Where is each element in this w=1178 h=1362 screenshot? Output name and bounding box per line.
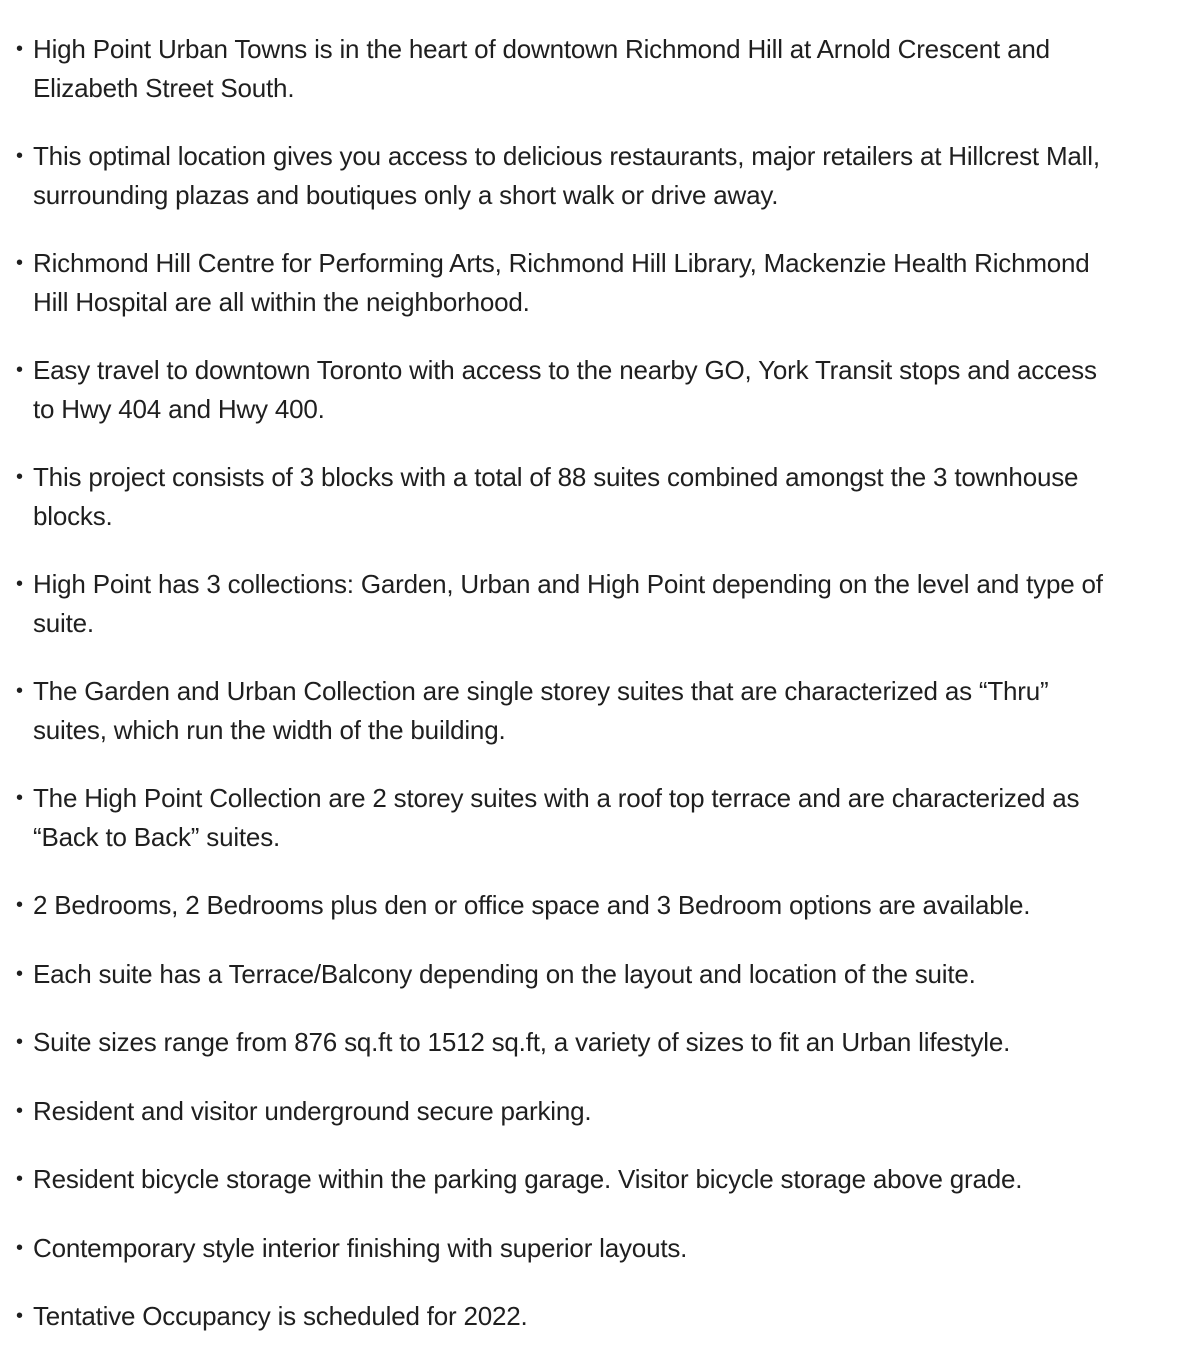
list-item [16,1023,1118,1062]
list-item [16,30,1118,107]
list-item [16,1160,1118,1199]
list-item [16,565,1118,642]
list-item [16,458,1118,535]
list-item [16,955,1118,994]
list-item-text: High Point has 3 collections: Garden, Urban and High Point depending on the level and type of suite. [33,569,1103,638]
bullet-icon: • [16,894,23,916]
bullet-icon: • [16,145,23,167]
bullet-icon: • [16,359,23,381]
list-item [16,1092,1118,1131]
list-item-text: Tentative Occupancy is scheduled for 2022. [33,1301,528,1331]
bullet-icon: • [16,1168,23,1190]
feature-list [16,30,1118,1336]
bullet-icon: • [16,1031,23,1053]
bullet-icon: • [16,252,23,274]
bullet-icon: • [16,1099,23,1122]
list-item-text: Richmond Hill Centre for Performing Arts, Richmond Hill Library, Mackenzie Health Richmond Hill Hospital are all within the neighborhood. [33,248,1090,317]
list-item [16,1297,1118,1336]
list-item [16,137,1118,214]
list-item-text: Suite sizes range from 876 sq.ft to 1512 sq.ft, a variety of sizes to fit an Urban lifestyle. [33,1027,1011,1057]
bullet-icon: • [16,38,23,60]
list-item-text: Each suite has a Terrace/Balcony depending on the layout and location of the suite. [33,958,976,989]
bullet-icon: • [16,466,23,488]
list-item [16,1229,1118,1268]
bullet-icon: • [16,1236,23,1259]
list-item [16,672,1118,749]
bullet-icon: • [16,962,23,985]
list-item [16,886,1118,925]
list-item-text: Resident and visitor underground secure parking. [33,1095,592,1126]
list-item-text: This project consists of 3 blocks with a total of 88 suites combined amongst the 3 townhouse blocks. [33,462,1079,531]
list-item [16,244,1118,321]
bullet-icon: • [16,787,23,809]
bullet-icon: • [16,573,23,595]
list-item-text: 2 Bedrooms, 2 Bedrooms plus den or office space and 3 Bedroom options are available. [33,890,1031,920]
list-item-text: Easy travel to downtown Toronto with access to the nearby GO, York Transit stops and access to Hwy 404 and Hwy 400. [33,355,1097,424]
bullet-icon: • [16,680,23,702]
list-item-text: Contemporary style interior finishing with superior layouts. [33,1232,688,1263]
list-item-text: The Garden and Urban Collection are single storey suites that are characterized as “Thru” suites, which run the width of the building. [33,676,1049,745]
list-item-text: The High Point Collection are 2 storey suites with a roof top terrace and are characterized as “Back to Back” suites. [33,783,1080,852]
list-item-text: Resident bicycle storage within the parking garage. Visitor bicycle storage above grade. [33,1164,1023,1194]
list-item-text: This optimal location gives you access to delicious restaurants, major retailers at Hillcrest Mall, surrounding plazas and boutiques only a short walk or drive away. [33,141,1100,210]
list-item-text: High Point Urban Towns is in the heart of downtown Richmond Hill at Arnold Crescent and Elizabeth Street South. [33,34,1050,103]
list-item [16,779,1118,856]
bullet-icon: • [16,1305,23,1327]
list-item [16,351,1118,428]
